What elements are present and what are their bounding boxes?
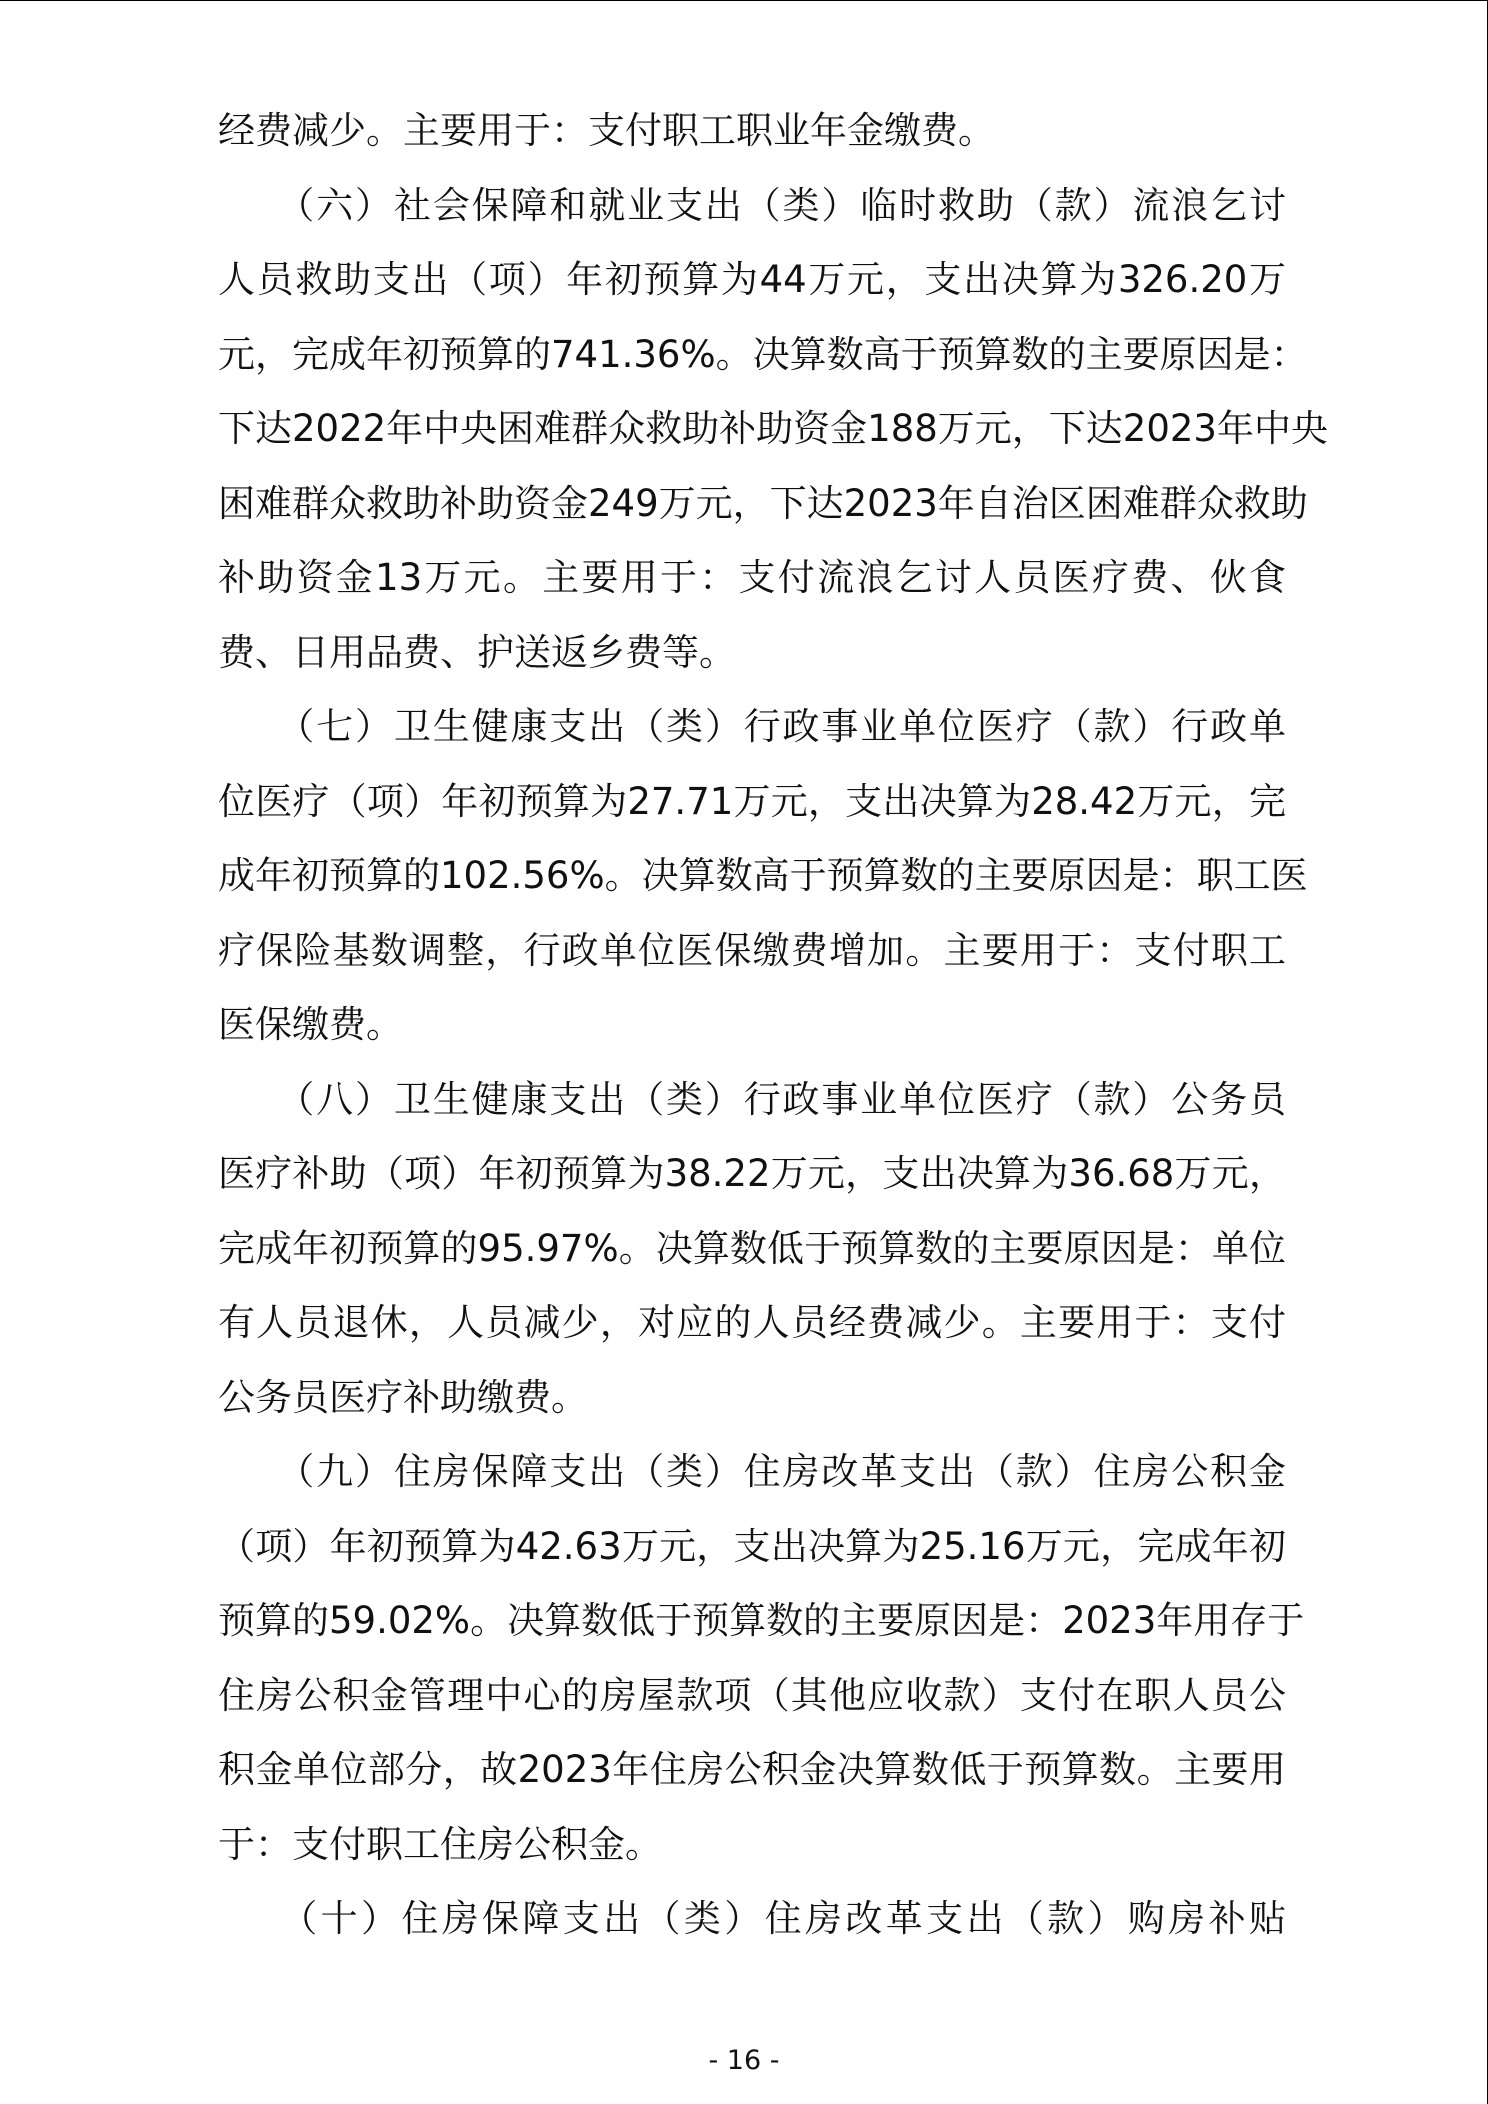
text-line: （十）住房保障支出（类）住房改革支出（款）购房补贴 <box>218 1897 1286 1940</box>
text-line: （六）社会保障和就业支出（类）临时救助（款）流浪乞讨 <box>218 183 1286 227</box>
text-line: 积金单位部分，故2023年住房公积金决算数低于预算数。主要用 <box>218 1748 1286 1791</box>
text-line: 预算的59.02%。决算数低于预算数的主要原因是：2023年用存于 <box>218 1599 1305 1642</box>
text-line: 公务员医疗补助缴费。 <box>218 1375 588 1419</box>
body-text <box>218 94 1328 1957</box>
text-line: 成年初预算的102.56%。决算数高于预算数的主要原因是：职工医 <box>218 854 1308 897</box>
text-line: 完成年初预算的95.97%。决算数低于预算数的主要原因是：单位 <box>218 1226 1286 1270</box>
text-line: 于：支付职工住房公积金。 <box>218 1822 662 1866</box>
text-line: （七）卫生健康支出（类）行政事业单位医疗（款）行政单 <box>218 705 1286 748</box>
text-line: 下达2022年中央困难群众救助补助资金188万元，下达2023年中央 <box>218 407 1328 450</box>
text-line: 医保缴费。 <box>218 1003 403 1046</box>
text-line: 元，完成年初预算的741.36%。决算数高于预算数的主要原因是： <box>218 332 1308 376</box>
text-line: 困难群众救助补助资金249万元，下达2023年自治区困难群众救助 <box>218 481 1308 525</box>
text-line: （九）住房保障支出（类）住房改革支出（款）住房公积金 <box>218 1450 1286 1493</box>
text-line: 经费减少。主要用于：支付职工职业年金缴费。 <box>218 109 995 152</box>
text-line: 住房公积金管理中心的房屋款项（其他应收款）支付在职人员公 <box>218 1673 1286 1717</box>
text-line: 医疗补助（项）年初预算为38.22万元，支出决算为36.68万元， <box>218 1152 1286 1195</box>
text-line: 有人员退休，人员减少，对应的人员经费减少。主要用于：支付 <box>218 1301 1286 1344</box>
text-line: 补助资金13万元。主要用于：支付流浪乞讨人员医疗费、伙食 <box>218 556 1286 599</box>
text-line: 位医疗（项）年初预算为27.71万元，支出决算为28.42万元，完 <box>218 779 1286 823</box>
text-line: 疗保险基数调整，行政单位医保缴费增加。主要用于：支付职工 <box>218 928 1286 972</box>
text-line: （八）卫生健康支出（类）行政事业单位医疗（款）公务员 <box>218 1077 1286 1121</box>
page-number: - 16 - <box>708 2045 780 2076</box>
text-line: （项）年初预算为42.63万元，支出决算为25.16万元，完成年初 <box>218 1524 1286 1568</box>
text-line: 费、日用品费、护送返乡费等。 <box>218 630 736 674</box>
text-line: 人员救助支出（项）年初预算为44万元，支出决算为326.20万 <box>218 258 1286 301</box>
